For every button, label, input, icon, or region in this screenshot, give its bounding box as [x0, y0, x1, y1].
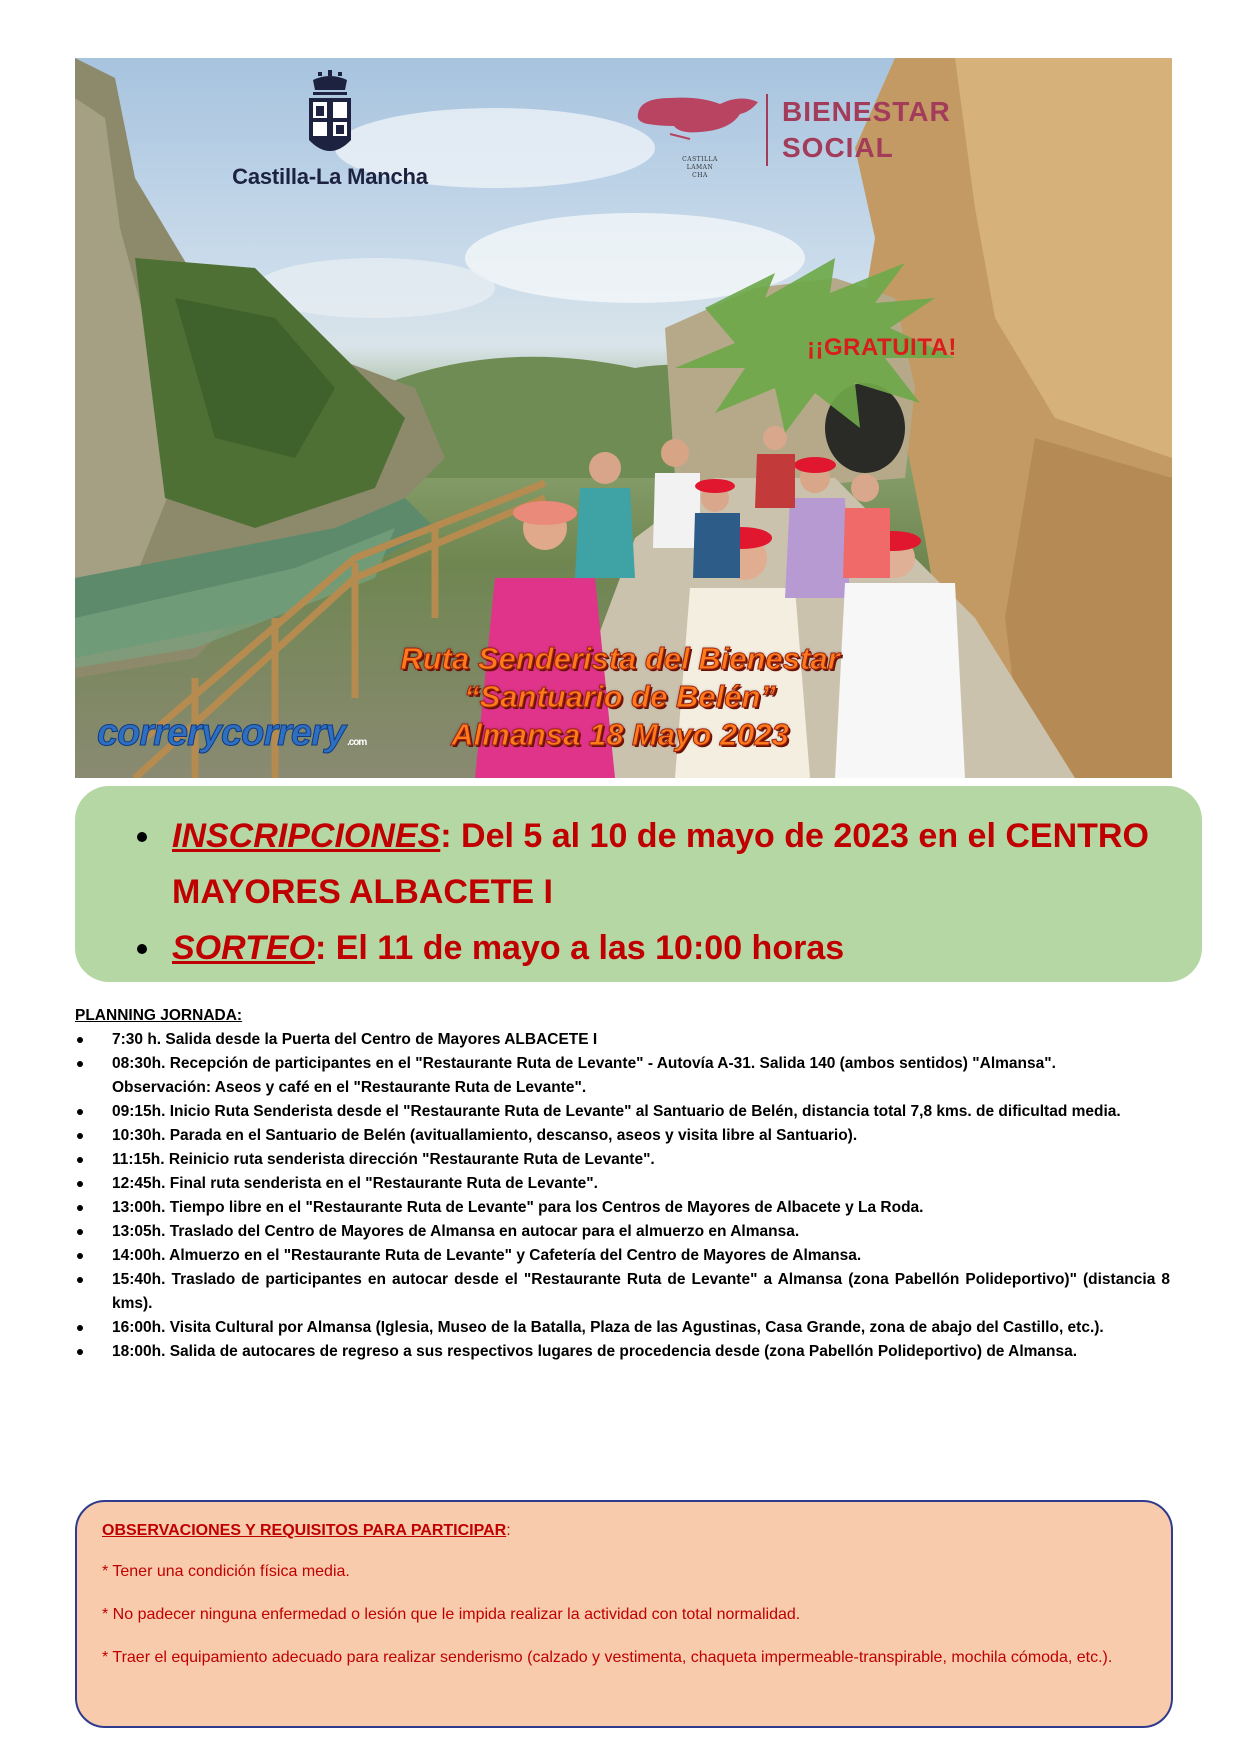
planning-list: [75, 1028, 1170, 1364]
planning-item: [75, 1052, 1170, 1100]
route-title-line: “Santuario de Belén”: [464, 679, 776, 714]
planning-item: 09:15h. Inicio Ruta Senderista desde el "Restaurante Ruta de Levante" al Santuario de Belén, distancia total 7,8 kms. de dificultad media.: [75, 1100, 1170, 1124]
registration-info-box: [75, 786, 1202, 982]
sorteo-text: : El 11 de mayo a las 10:00 horas: [314, 929, 845, 967]
inscripciones-keyword: INSCRIPCIONES: [172, 817, 441, 855]
planning-item: 11:15h. Reinicio ruta senderista dirección "Restaurante Ruta de Levante".: [75, 1148, 1170, 1172]
requirements-heading: [102, 1522, 1145, 1540]
inscripciones-text: : Del 5 al 10 de mayo de 2023 en el CENTRO MAYORES ALBACETE I: [172, 817, 1149, 911]
sorteo-keyword: SORTEO: [172, 929, 315, 967]
requirements-box: [75, 1500, 1173, 1728]
route-title-line: Almansa 18 Mayo 2023: [451, 717, 789, 752]
planning-item: 14:00h. Almuerzo en el "Restaurante Ruta de Levante" y Cafetería del Centro de Mayores de Almansa.: [75, 1244, 1170, 1268]
watermark-suffix: .com: [346, 737, 367, 748]
bienestar-label: BIENESTAR: [782, 96, 951, 127]
planning-item-text: 08:30h. Recepción de participantes en el "Restaurante Ruta de Levante" - Autovía A-31. Salida 140 (ambos sentidos) "Almansa".: [112, 1055, 1056, 1072]
requirements-title-colon: :: [506, 1522, 511, 1539]
requirements-title: OBSERVACIONES Y REQUISITOS PARA PARTICIPAR: [102, 1522, 507, 1539]
planning-item: 18:00h. Salida de autocares de regreso a sus respectivos lugares de procedencia desde (zona Pabellón Polideportivo) de Almansa.: [75, 1340, 1170, 1364]
registration-item: [137, 808, 1202, 920]
bienestar-social-emblem-icon: [630, 84, 770, 159]
route-title: [275, 640, 965, 754]
hero-photo: [75, 58, 1172, 778]
requirement-item: * Traer el equipamiento adecuado para realizar senderismo (calzado y vestimenta, chaqueta impermeable-transpirable, mochila cómoda, etc.).: [102, 1649, 1113, 1666]
gratuita-badge: ¡¡GRATUITA!: [807, 334, 957, 361]
bienestar-social-wordmark: [766, 94, 951, 166]
planning-item: 16:00h. Visita Cultural por Almansa (Iglesia, Museo de la Batalla, Plaza de las Agustinas, Casa Grande, zona de abajo del Castillo, etc.).: [75, 1316, 1170, 1340]
planning-title: PLANNING JORNADA:: [75, 1007, 243, 1024]
emblem-caption-line: LAMAN: [686, 164, 714, 171]
planning-item: 7:30 h. Salida desde la Puerta del Centro de Mayores ALBACETE I: [75, 1028, 1170, 1052]
planning-observation: Observación: Aseos y café en el "Restaurante Ruta de Levante".: [112, 1079, 587, 1096]
crown-crest-icon: [295, 70, 365, 162]
planning-item: 13:00h. Tiempo libre en el "Restaurante Ruta de Levante" para los Centros de Mayores de Albacete y La Roda.: [75, 1196, 1170, 1220]
planning-item: 15:40h. Traslado de participantes en autocar desde el "Restaurante Ruta de Levante" a Almansa (zona Pabellón Polideportivo)" (distancia 8 kms).: [75, 1268, 1170, 1316]
requirement-item: * No padecer ninguna enfermedad o lesión que le impida realizar la actividad con total normalidad.: [102, 1606, 801, 1623]
emblem-caption-line: CHA: [692, 172, 708, 179]
bienestar-emblem-caption: [650, 156, 750, 180]
planning-item: 12:45h. Final ruta senderista en el "Restaurante Ruta de Levante".: [75, 1172, 1170, 1196]
correrycorrery-watermark: [97, 712, 367, 758]
requirement-item: * Tener una condición física media.: [102, 1563, 350, 1580]
route-title-line: Ruta Senderista del Bienestar: [400, 641, 840, 676]
planning-section: [75, 1007, 1170, 1364]
watermark-text: correrycorrery: [97, 712, 345, 754]
registration-list: [137, 808, 1202, 976]
social-label: SOCIAL: [782, 132, 894, 163]
planning-item: 13:05h. Traslado del Centro de Mayores de Almansa en autocar para el almuerzo en Almansa.: [75, 1220, 1170, 1244]
draw-item: [137, 920, 1202, 976]
castilla-la-mancha-label: Castilla-La Mancha: [232, 164, 428, 189]
emblem-caption-line: CASTILLA: [682, 156, 718, 163]
bienestar-social-logo: [630, 78, 970, 188]
planning-item: 10:30h. Parada en el Santuario de Belén (avituallamiento, descanso, aseos y visita libre al Santuario).: [75, 1124, 1170, 1148]
castilla-la-mancha-logo: [225, 70, 435, 190]
